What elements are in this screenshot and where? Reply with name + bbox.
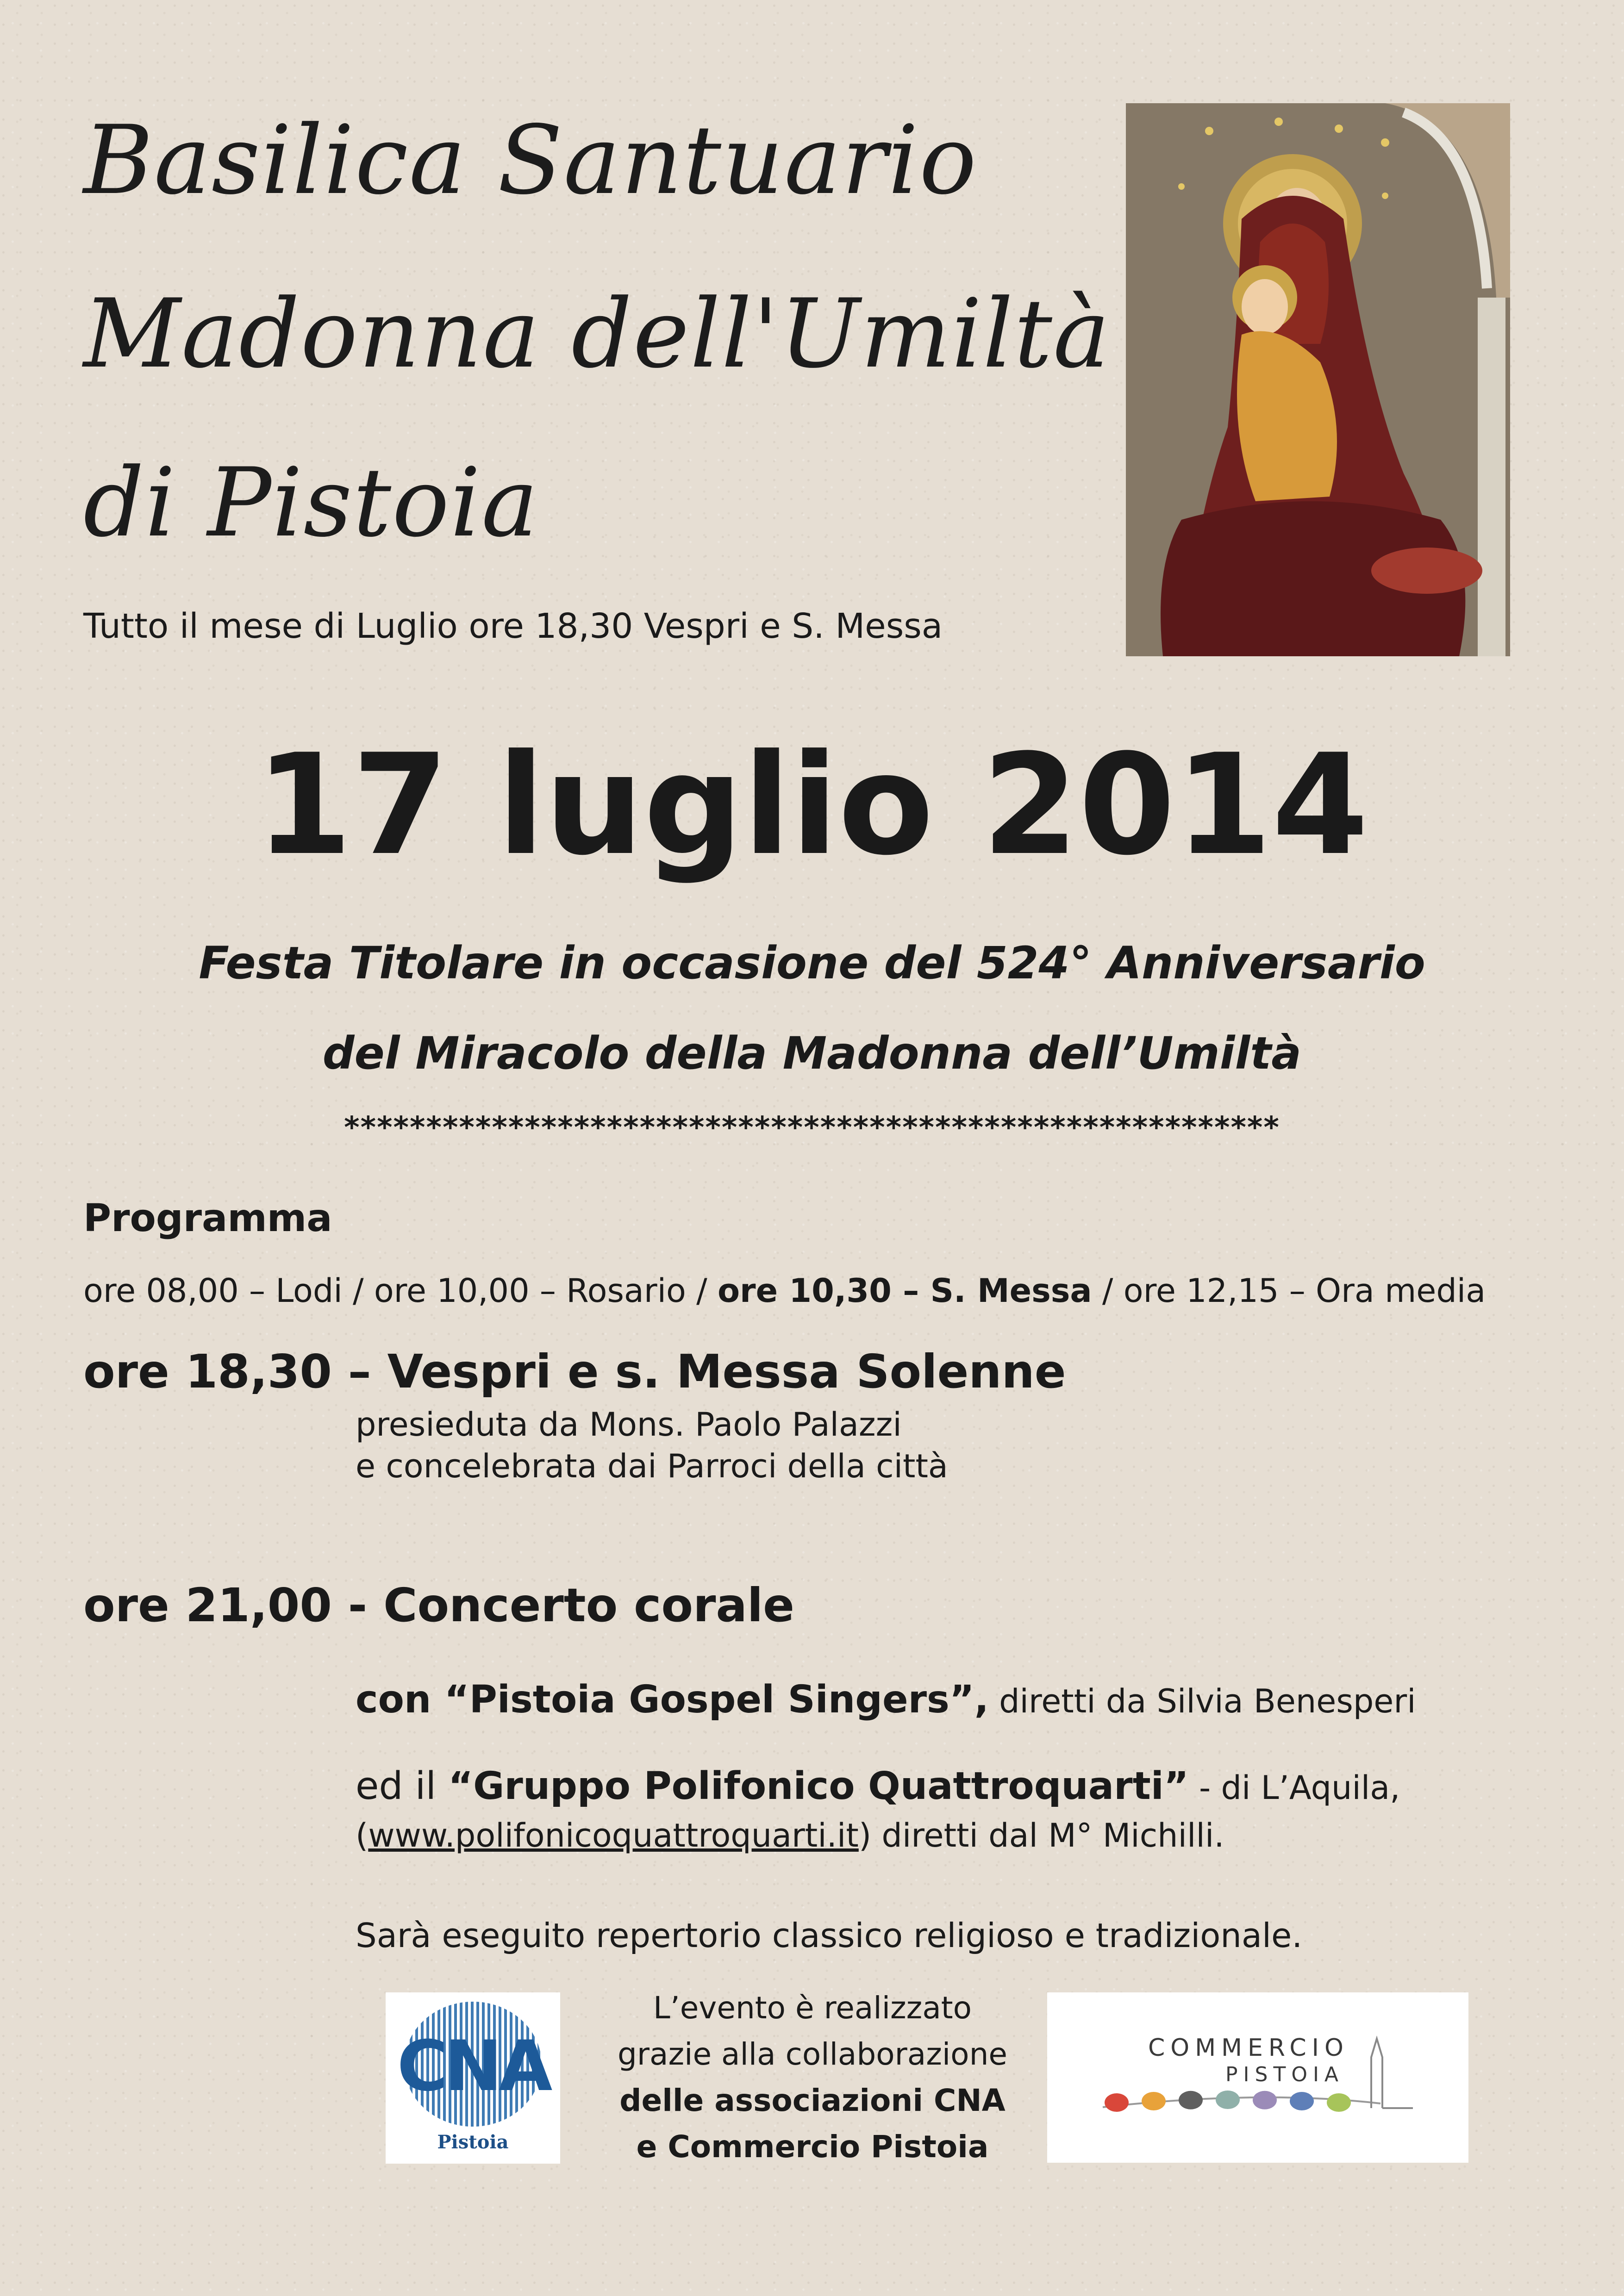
evening-mass-title: ore 18,30 – Vespri e s. Messa Solenne	[83, 1344, 1066, 1399]
program-heading: Programma	[83, 1196, 332, 1240]
title-line-2: Madonna dell'Umiltà	[83, 279, 1111, 389]
commercio-word: COMMERCIO	[1148, 2034, 1349, 2062]
festa-line-1: Festa Titolare in occasione del 524° Anniversario	[199, 937, 1425, 989]
title-line-3: di Pistoia	[83, 448, 539, 558]
cna-logo-letters: CNA	[397, 2026, 549, 2107]
choir-director: ) diretti dal M° Michilli.	[858, 1817, 1224, 1854]
schedule-part-3: / ore 12,15 – Ora media	[1092, 1272, 1486, 1310]
cna-logo-city: Pistoia	[437, 2131, 509, 2153]
pistoia-word: PISTOIA	[1225, 2063, 1344, 2086]
logo-dot	[1290, 2092, 1314, 2110]
credit-line-3: delle associazioni CNA	[619, 2083, 1006, 2118]
logo-dot	[1105, 2093, 1129, 2112]
cna-logo	[386, 1992, 560, 2164]
logo-dot	[1142, 2092, 1166, 2110]
concert-gospel-line	[356, 1678, 1416, 1722]
gospel-singers-name: con “Pistoia Gospel Singers”,	[356, 1678, 989, 1722]
concert-title: ore 21,00 - Concerto corale	[83, 1578, 794, 1632]
logo-dot	[1327, 2093, 1351, 2112]
tower-icon	[1371, 2039, 1382, 2108]
asterisk-separator: *********************************************************	[344, 1111, 1280, 1145]
choir-origin: - di L’Aquila,	[1188, 1769, 1400, 1807]
morning-schedule	[83, 1272, 1486, 1310]
paren-open: (	[356, 1817, 369, 1854]
event-date: 17 luglio 2014	[255, 724, 1369, 886]
credit-line-4: e Commercio Pistoia	[636, 2129, 989, 2165]
commercio-pistoia-logo	[1047, 1992, 1468, 2163]
concert-choir-line	[356, 1764, 1400, 1808]
repertoire-note: Sarà eseguito repertorio classico religioso e tradizionale.	[356, 1916, 1303, 1955]
credit-line-1: L’evento è realizzato	[653, 1990, 972, 2026]
title-line-1: Basilica Santuario	[83, 106, 978, 216]
choir-name: “Gruppo Polifonico Quattroquarti”	[448, 1764, 1189, 1808]
schedule-mass: ore 10,30 – S. Messa	[717, 1272, 1092, 1310]
evening-mass-presider: presieduta da Mons. Paolo Palazzi	[356, 1406, 902, 1444]
schedule-part-1: ore 08,00 – Lodi / ore 10,00 – Rosario /	[83, 1272, 718, 1310]
choir-intro: ed il	[356, 1764, 449, 1808]
festa-line-2: del Miracolo della Madonna dell’Umiltà	[322, 1027, 1302, 1079]
madonna-painting-image	[1126, 103, 1510, 656]
evening-mass-concelebrants: e concelebrata dai Parroci della città	[356, 1447, 948, 1485]
choir-website-link[interactable]: www.polifonicoquattroquarti.it	[368, 1817, 859, 1854]
monthly-schedule-text: Tutto il mese di Luglio ore 18,30 Vespri e S. Messa	[83, 606, 943, 646]
logo-dot	[1253, 2091, 1277, 2109]
gospel-director: diretti da Silvia Benesperi	[988, 1682, 1416, 1720]
logo-dot	[1179, 2091, 1203, 2109]
logo-dot	[1216, 2091, 1240, 2109]
credit-line-2: grazie alla collaborazione	[617, 2036, 1007, 2072]
concert-website-line	[356, 1817, 1224, 1854]
